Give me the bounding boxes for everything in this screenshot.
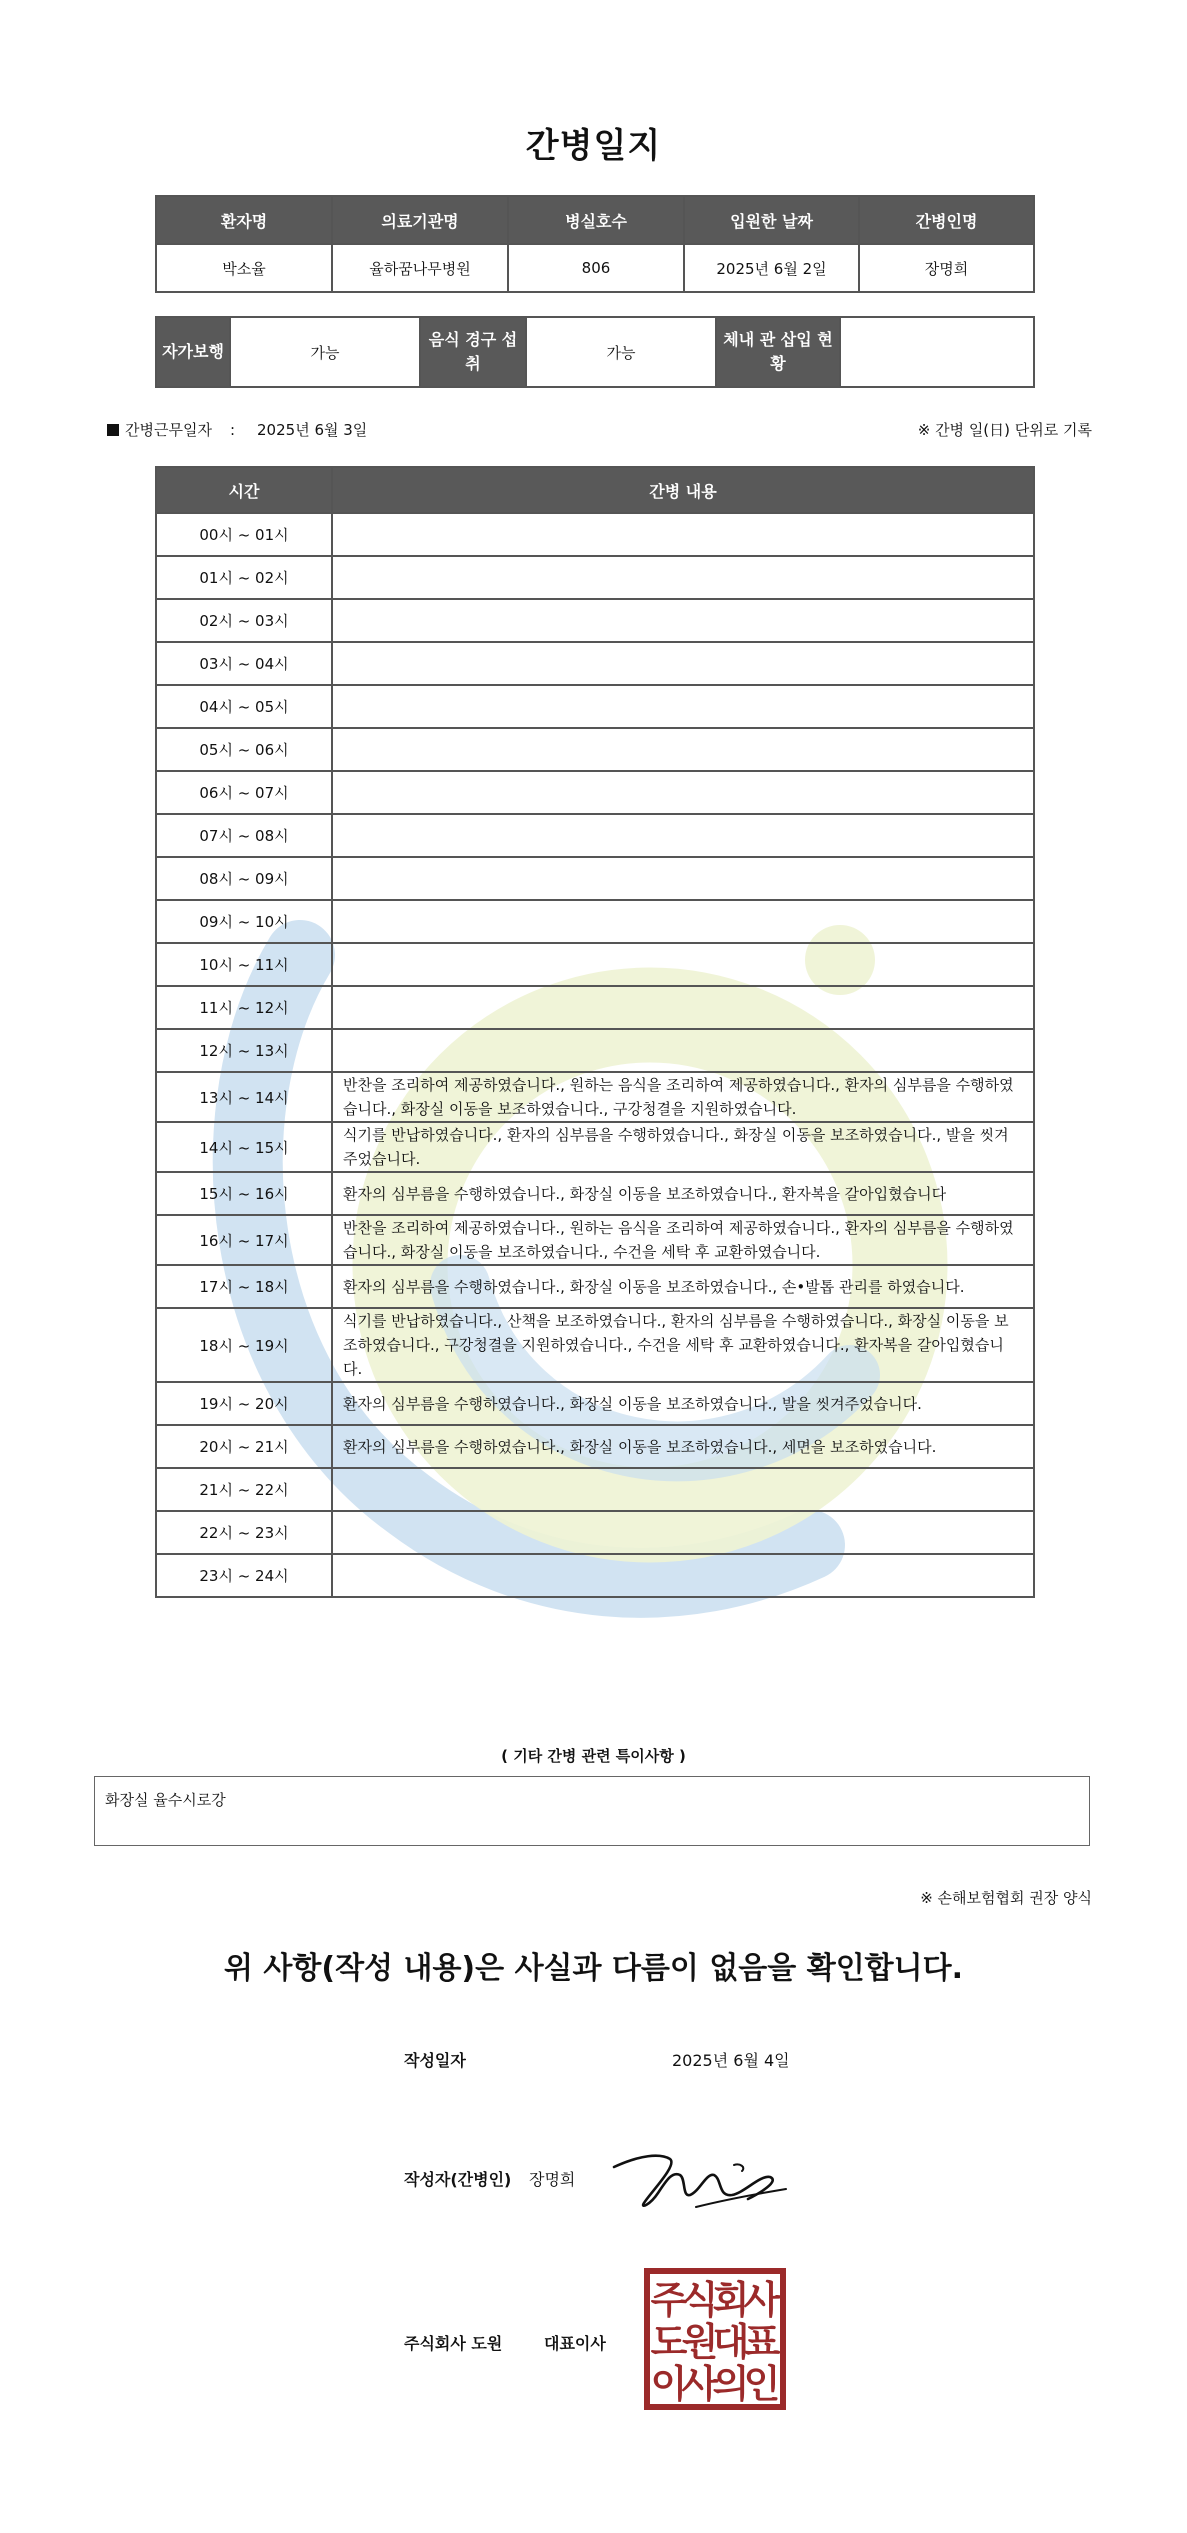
care-log-time: 04시 ~ 05시 xyxy=(156,685,332,728)
care-log-time: 11시 ~ 12시 xyxy=(156,986,332,1029)
care-log-note xyxy=(332,1554,1034,1597)
care-log-time: 07시 ~ 08시 xyxy=(156,814,332,857)
care-log-time: 21시 ~ 22시 xyxy=(156,1468,332,1511)
care-log-note xyxy=(332,1029,1034,1072)
care-log-note: 환자의 심부름을 수행하였습니다., 화장실 이동을 보조하였습니다., 손•발톱 관리를 하였습니다. xyxy=(332,1265,1034,1308)
care-log-time: 19시 ~ 20시 xyxy=(156,1382,332,1425)
header-time: 시간 xyxy=(156,467,332,513)
care-log-row xyxy=(156,556,1034,599)
care-log-time: 22시 ~ 23시 xyxy=(156,1511,332,1554)
care-log-time: 10시 ~ 11시 xyxy=(156,943,332,986)
svg-text:도: 도 xyxy=(650,2320,688,2364)
square-bullet-icon xyxy=(107,424,119,436)
header-room-number: 병실호수 xyxy=(508,196,684,244)
hospital-name-value: 율하꿈나무병원 xyxy=(332,244,508,292)
date-value: 2025년 6월 4일 xyxy=(672,2051,790,2070)
tube-value xyxy=(840,317,1034,387)
date-label: 작성일자 xyxy=(404,2051,466,2070)
care-log-row xyxy=(156,1425,1034,1468)
care-log-note xyxy=(332,943,1034,986)
care-log-time: 14시 ~ 15시 xyxy=(156,1122,332,1172)
care-log-note xyxy=(332,900,1034,943)
care-log-time: 17시 ~ 18시 xyxy=(156,1265,332,1308)
svg-text:사: 사 xyxy=(743,2278,781,2322)
special-notes-title: ( 기타 간병 관련 특이사항 ) xyxy=(501,1747,686,1765)
header-admission-date: 입원한 날짜 xyxy=(684,196,859,244)
care-log-time: 16시 ~ 17시 xyxy=(156,1215,332,1265)
care-log-note xyxy=(332,513,1034,556)
svg-text:주: 주 xyxy=(650,2278,688,2322)
care-log-time: 02시 ~ 03시 xyxy=(156,599,332,642)
care-log-row xyxy=(156,728,1034,771)
care-log-row xyxy=(156,857,1034,900)
care-log-note xyxy=(332,1511,1034,1554)
company-label: 주식회사 도원 xyxy=(404,2334,503,2353)
care-log-row xyxy=(156,771,1034,814)
caregiver-name-value: 장명희 xyxy=(859,244,1034,292)
page-title: 간병일지 xyxy=(525,126,662,166)
patient-status-table xyxy=(155,316,1035,388)
care-log-row xyxy=(156,814,1034,857)
care-log-row xyxy=(156,1511,1034,1554)
work-day-colon: : xyxy=(229,421,236,439)
care-log-row xyxy=(156,1172,1034,1215)
care-log-time: 23시 ~ 24시 xyxy=(156,1554,332,1597)
care-log-note: 환자의 심부름을 수행하였습니다., 화장실 이동을 보조하였습니다., 세면을 보조하였습니다. xyxy=(332,1425,1034,1468)
patient-name-value: 박소율 xyxy=(156,244,332,292)
confirmation-statement: 위 사항(작성 내용)은 사실과 다름이 없음을 확인합니다. xyxy=(223,1951,964,1986)
patient-info-table xyxy=(155,195,1035,293)
care-log-row xyxy=(156,685,1034,728)
care-log-time: 12시 ~ 13시 xyxy=(156,1029,332,1072)
care-log-table xyxy=(155,466,1035,1598)
care-log-note xyxy=(332,642,1034,685)
care-log-row xyxy=(156,1215,1034,1265)
care-log-time: 08시 ~ 09시 xyxy=(156,857,332,900)
care-log-note: 반찬을 조리하여 제공하였습니다., 원하는 음식을 조리하여 제공하였습니다., 환자의 심부름을 수행하였습니다., 화장실 이동을 보조하였습니다., 구강청결을 지원하였습니다. xyxy=(332,1072,1034,1122)
care-log-note xyxy=(332,685,1034,728)
care-log-row xyxy=(156,1554,1034,1597)
signature-image xyxy=(610,2145,790,2215)
care-log-note: 환자의 심부름을 수행하였습니다., 화장실 이동을 보조하였습니다., 환자복을 갈아입혔습니다 xyxy=(332,1172,1034,1215)
care-log-note xyxy=(332,986,1034,1029)
oral-intake-label: 음식 경구 섭취 xyxy=(420,317,526,387)
care-log-time: 01시 ~ 02시 xyxy=(156,556,332,599)
svg-text:대: 대 xyxy=(712,2320,750,2364)
ceo-label: 대표이사 xyxy=(544,2334,606,2353)
special-notes-box xyxy=(94,1776,1090,1846)
care-log-note: 반찬을 조리하여 제공하였습니다., 원하는 음식을 조리하여 제공하였습니다., 환자의 심부름을 수행하였습니다., 화장실 이동을 보조하였습니다., 수건을 세탁 후 교환하였습니다. xyxy=(332,1215,1034,1265)
care-log-time: 09시 ~ 10시 xyxy=(156,900,332,943)
care-log-time: 13시 ~ 14시 xyxy=(156,1072,332,1122)
care-log-time: 05시 ~ 06시 xyxy=(156,728,332,771)
care-log-row xyxy=(156,599,1034,642)
svg-text:인: 인 xyxy=(743,2362,781,2406)
header-care-content: 간병 내용 xyxy=(332,467,1034,513)
self-walk-value: 가능 xyxy=(230,317,420,387)
work-day xyxy=(107,419,367,440)
header-hospital-name: 의료기관명 xyxy=(332,196,508,244)
care-log-row xyxy=(156,900,1034,943)
care-log-row xyxy=(156,986,1034,1029)
care-log-row xyxy=(156,1029,1034,1072)
care-log-row xyxy=(156,1308,1034,1382)
care-log-note: 식기를 반납하였습니다., 산책을 보조하였습니다., 환자의 심부름을 수행하였습니다., 화장실 이동을 보조하였습니다., 구강청결을 지원하였습니다., 수건을 세탁 후 교환하였습니다., 환자복을 갈아입혔습니다. xyxy=(332,1308,1034,1382)
care-log-row xyxy=(156,1468,1034,1511)
svg-text:회: 회 xyxy=(712,2278,750,2322)
care-log-time: 15시 ~ 16시 xyxy=(156,1172,332,1215)
writer-label: 작성자(간병인) xyxy=(404,2170,512,2189)
header-caregiver-name: 간병인명 xyxy=(859,196,1034,244)
care-log-note: 환자의 심부름을 수행하였습니다., 화장실 이동을 보조하였습니다., 발을 씻겨주었습니다. xyxy=(332,1382,1034,1425)
care-log-time: 06시 ~ 07시 xyxy=(156,771,332,814)
care-log-row xyxy=(156,1382,1034,1425)
care-log-row xyxy=(156,943,1034,986)
care-log-note xyxy=(332,1468,1034,1511)
care-log-row xyxy=(156,1122,1034,1172)
header-patient-name: 환자명 xyxy=(156,196,332,244)
admission-date-value: 2025년 6월 2일 xyxy=(684,244,859,292)
care-log-row xyxy=(156,513,1034,556)
svg-text:의: 의 xyxy=(712,2362,750,2406)
care-log-row xyxy=(156,1072,1034,1122)
association-note: ※ 손해보험협회 권장 양식 xyxy=(920,1889,1092,1907)
care-log-note xyxy=(332,728,1034,771)
oral-intake-value: 가능 xyxy=(526,317,716,387)
unit-note: ※ 간병 일(日) 단위로 기록 xyxy=(917,421,1092,439)
special-notes-content: 화장실 율수시로강 xyxy=(105,1791,226,1809)
care-log-note xyxy=(332,814,1034,857)
svg-text:이: 이 xyxy=(650,2362,688,2406)
work-day-value: 2025년 6월 3일 xyxy=(257,421,368,439)
tube-label: 체내 관 삽입 현황 xyxy=(716,317,840,387)
svg-text:표: 표 xyxy=(743,2320,781,2364)
svg-text:식: 식 xyxy=(681,2278,719,2322)
care-log-note: 식기를 반납하였습니다., 환자의 심부름을 수행하였습니다., 화장실 이동을 보조하였습니다., 발을 씻겨주었습니다. xyxy=(332,1122,1034,1172)
room-number-value: 806 xyxy=(508,244,684,292)
writer-name: 장명희 xyxy=(529,2170,576,2189)
care-log-note xyxy=(332,857,1034,900)
company-seal-stamp xyxy=(643,2267,787,2411)
care-log-row xyxy=(156,1265,1034,1308)
care-log-time: 20시 ~ 21시 xyxy=(156,1425,332,1468)
care-log-note xyxy=(332,556,1034,599)
self-walk-label: 자가보행 xyxy=(156,317,230,387)
care-log-time: 03시 ~ 04시 xyxy=(156,642,332,685)
work-day-label: 간병근무일자 xyxy=(125,421,212,439)
care-log-row xyxy=(156,642,1034,685)
care-log-time: 18시 ~ 19시 xyxy=(156,1308,332,1382)
care-log-note xyxy=(332,771,1034,814)
svg-text:사: 사 xyxy=(681,2362,719,2406)
svg-text:원: 원 xyxy=(681,2320,719,2364)
care-log-note xyxy=(332,599,1034,642)
care-log-time: 00시 ~ 01시 xyxy=(156,513,332,556)
